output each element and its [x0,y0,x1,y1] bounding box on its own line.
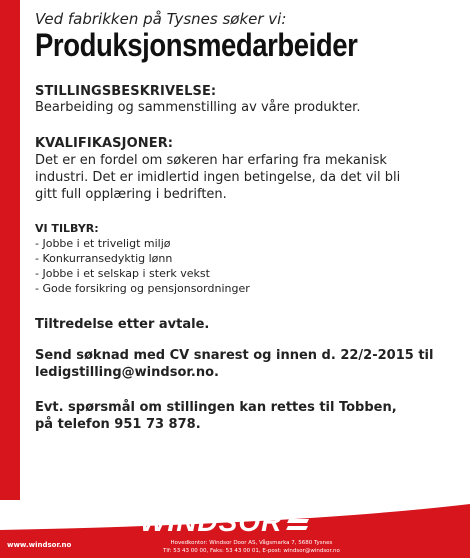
windsor-logo [140,506,312,538]
qualifications-line-1: Det er en fordel om søkeren har erfaring fra mekanisk [35,153,387,168]
footer-address [163,539,340,555]
description-heading: STILLINGSBESKRIVELSE: [35,84,217,99]
offer-item: - Jobbe i et selskap i sterk vekst [35,267,210,280]
qualifications-heading: KVALIFIKASJONER: [35,136,174,151]
left-red-bar [0,0,20,500]
offer-item: - Jobbe i et triveligt miljø [35,237,171,250]
qualifications-line-2: industri. Det er imidlertid ingen betingelse, da det vil bli [35,170,401,185]
contact-line-1: Evt. spørsmål om stillingen kan rettes til Tobben, [35,400,397,415]
address-line-1: Hovedkontor: Windsor Door AS, Vågsmarka 7, 5680 Tysnes [170,540,333,546]
offer-heading: VI TILBYR: [35,222,99,235]
description-text: Bearbeiding og sammenstilling av våre produkter. [35,100,361,115]
start-text: Tiltredelse etter avtale. [35,317,210,332]
offer-item: - Konkurransedyktig lønn [35,252,173,265]
offer-list [35,236,250,296]
qualifications-line-3: gitt full opplæring i bedriften. [35,187,227,202]
windsor-stripes-logo-icon [286,510,312,534]
website-link[interactable]: www.windsor.no [7,541,72,549]
job-title: Produksjonsmedarbeider [35,27,358,63]
contact-line-2: på telefon 951 73 878. [35,417,201,432]
apply-line-1: Send søknad med CV snarest og innen d. 22/2-2015 til [35,348,434,363]
intro-text: Ved fabrikken på Tysnes søker vi: [35,10,287,28]
address-line-2: Tlf: 53 43 00 00, Faks: 53 43 00 01, E-post: windsor@windsor.no [163,548,340,554]
offer-item: - Gode forsikring og pensjonsordninger [35,282,250,295]
logo-text: WINDSOR [140,506,283,537]
apply-email[interactable]: ledigstilling@windsor.no. [35,365,219,380]
